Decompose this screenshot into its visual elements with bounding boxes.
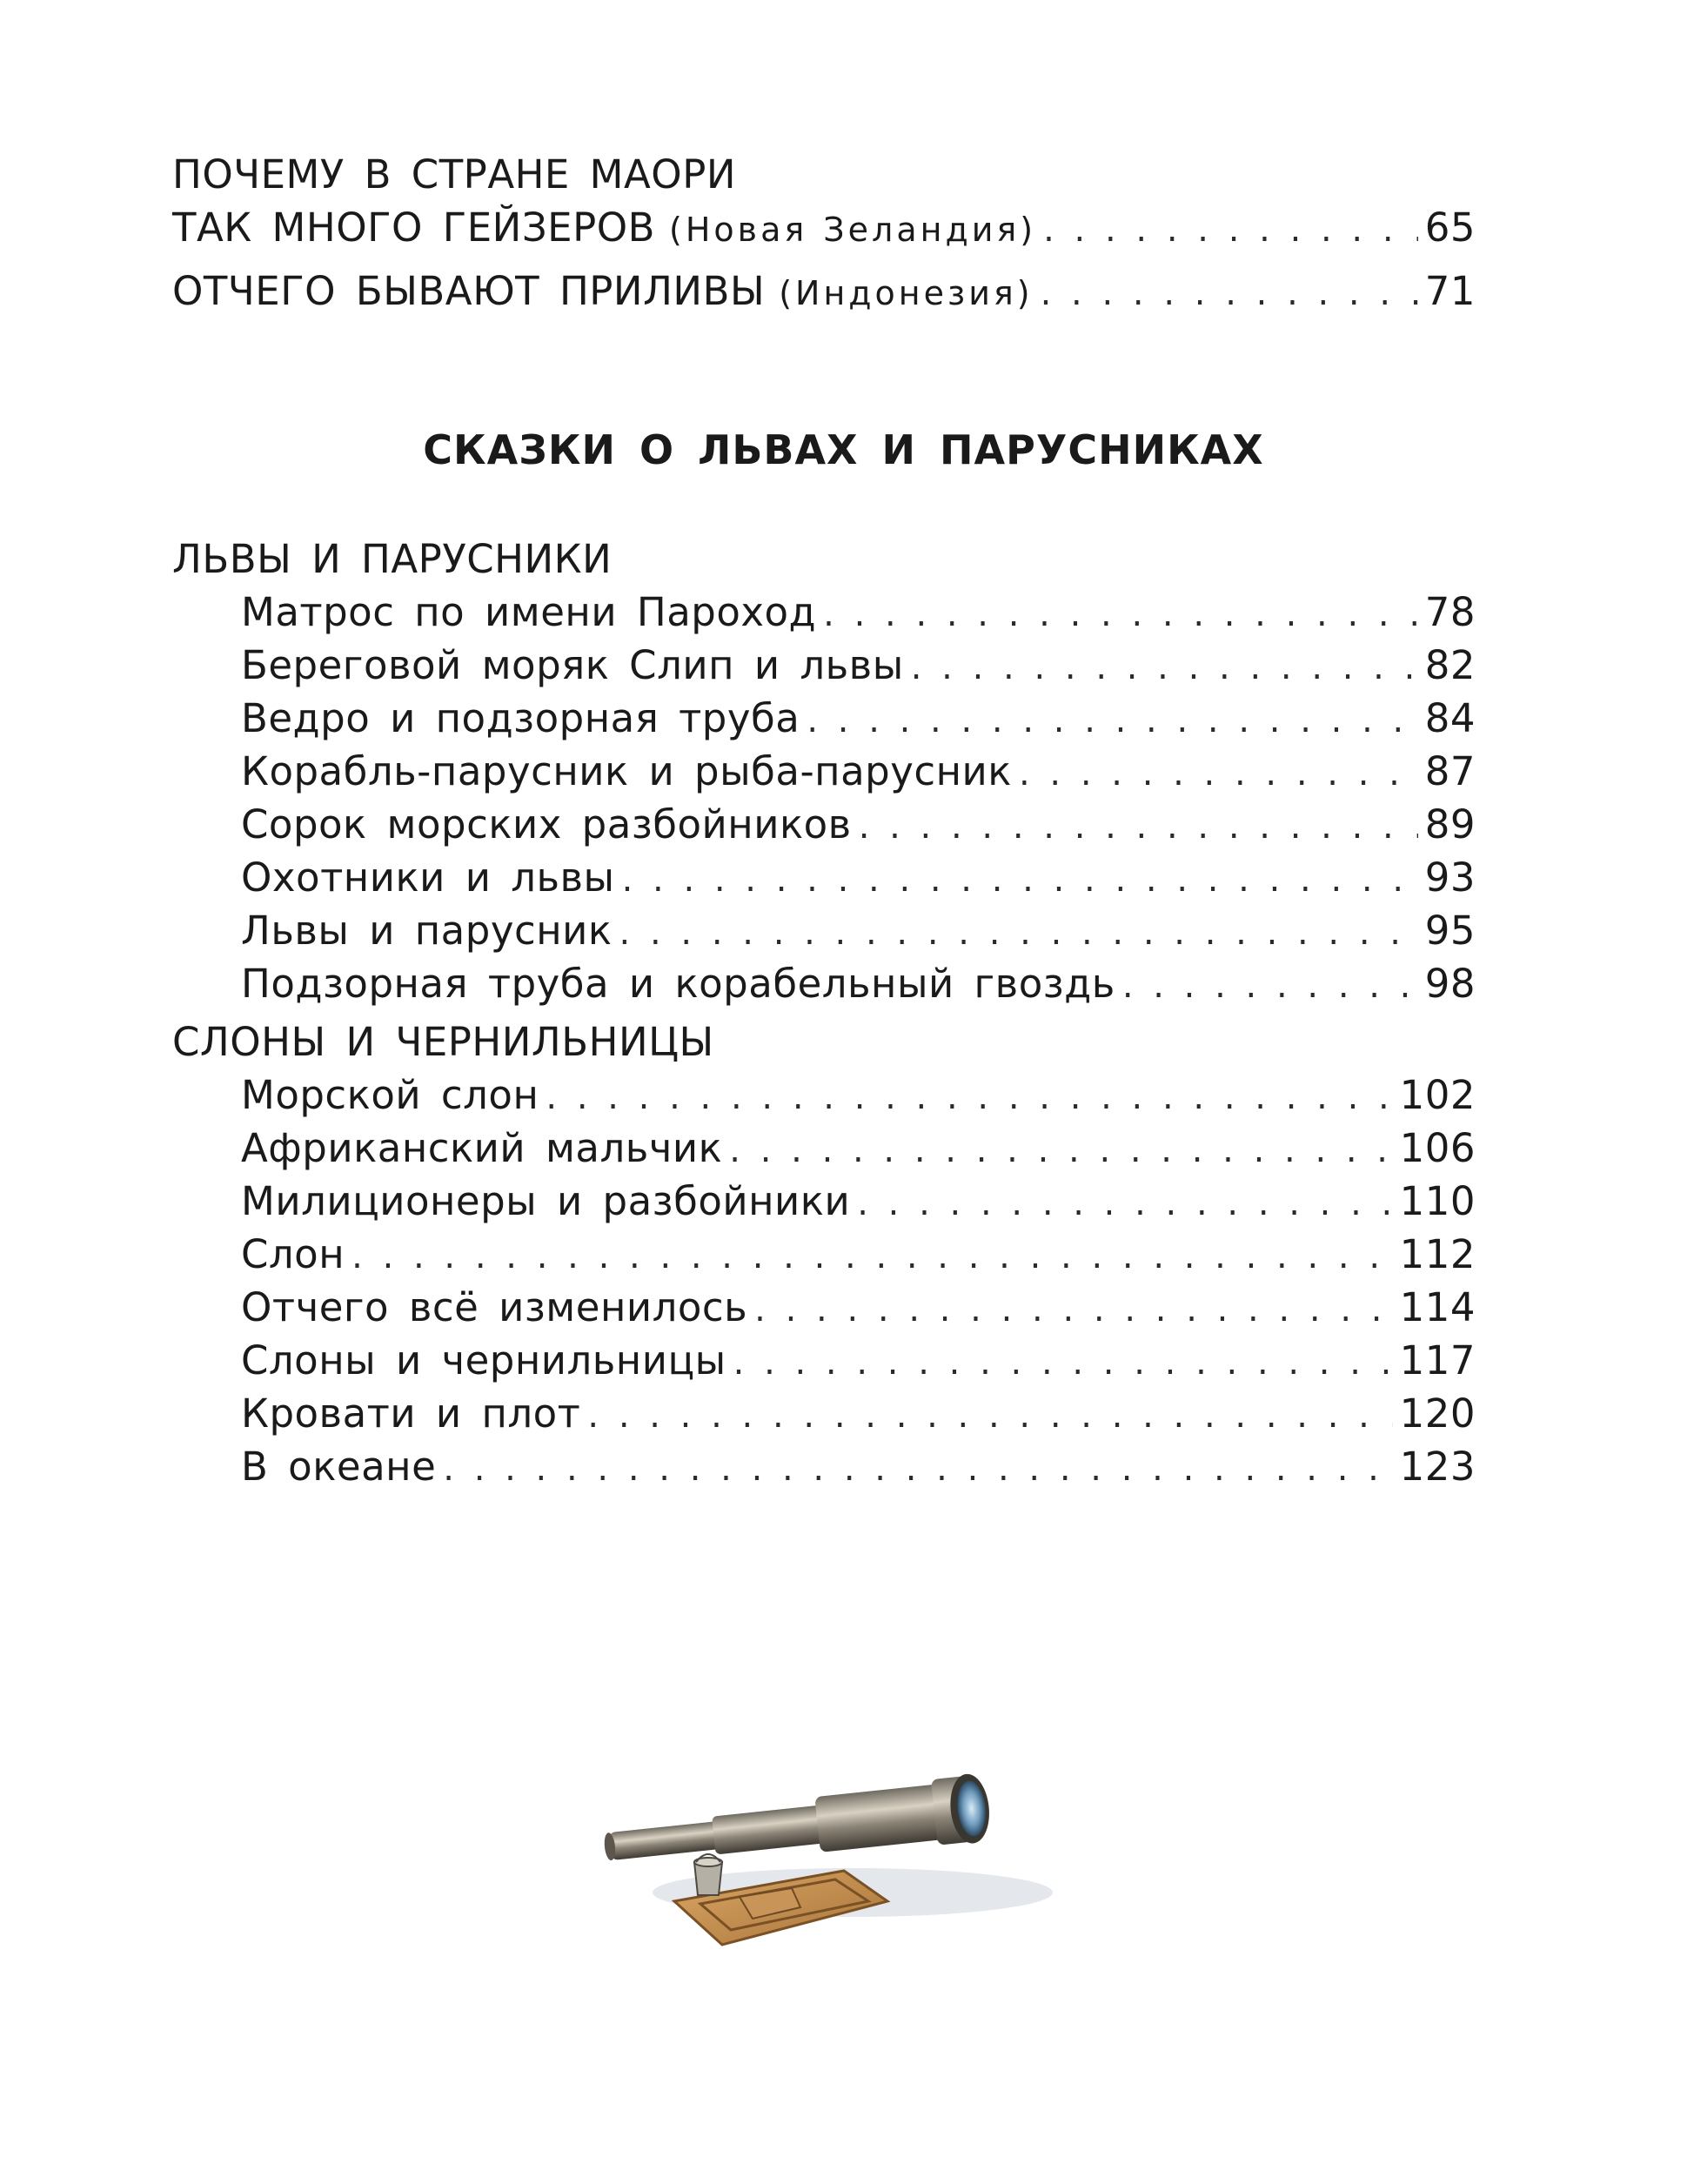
dot-leader: [1043, 204, 1418, 257]
toc-entry[interactable]: [172, 201, 1476, 254]
dot-leader: [351, 1230, 1392, 1283]
toc-entry-page: 95: [1424, 908, 1476, 954]
toc-entry-title: Корабль-парусник и рыба-парусник: [241, 748, 1012, 794]
dot-leader: [1019, 747, 1418, 801]
dot-leader: [729, 1124, 1392, 1177]
toc-entry[interactable]: [172, 957, 1476, 1010]
dot-leader: [622, 854, 1418, 907]
toc-entry-page: 110: [1399, 1178, 1476, 1224]
toc-entry-title: Сорок морских разбойников: [241, 801, 852, 847]
toc-entry-page: 98: [1424, 961, 1476, 1007]
toc-entry[interactable]: [172, 265, 1476, 318]
toc-entry-page: 123: [1399, 1444, 1476, 1490]
toc-top: [172, 148, 1476, 318]
toc-entry-page: 114: [1399, 1284, 1476, 1330]
toc-entry[interactable]: [172, 1228, 1476, 1281]
dot-leader: [619, 907, 1418, 960]
toc-entry[interactable]: [172, 798, 1476, 851]
toc-entry[interactable]: [172, 586, 1476, 639]
toc-entry-title: ОТЧЕГО БЫВАЮТ ПРИЛИВЫ: [172, 268, 766, 314]
toc-entry-title: Кровати и плот: [241, 1390, 581, 1437]
toc-entry-title-line: ПОЧЕМУ В СТРАНЕ МАОРИ: [172, 151, 736, 198]
toc-entry-title: Слоны и чернильницы: [241, 1337, 726, 1383]
toc-entry-page: 65: [1424, 204, 1476, 251]
toc-entry-title: ТАК МНОГО ГЕЙЗЕРОВ: [172, 204, 656, 251]
toc-entry-title: Охотники и львы: [241, 854, 615, 901]
dot-leader: [857, 1177, 1392, 1230]
dot-leader: [911, 641, 1418, 694]
toc-entry[interactable]: [172, 745, 1476, 798]
dot-leader: [859, 801, 1418, 854]
toc-entry-page: 84: [1424, 695, 1476, 741]
toc-entry[interactable]: [172, 904, 1476, 957]
toc-entry-region: (Индонезия): [779, 274, 1034, 312]
toc-entry-region: (Новая Зеландия): [669, 211, 1037, 249]
toc-entry-title: Матрос по имени Пароход: [241, 589, 817, 635]
toc-groups: [172, 533, 1476, 1493]
group-heading: СЛОНЫ И ЧЕРНИЛЬНИЦЫ: [172, 1019, 714, 1065]
toc-entry[interactable]: [172, 1440, 1476, 1493]
toc-entry[interactable]: [172, 851, 1476, 904]
dot-leader: [587, 1390, 1392, 1443]
toc-entry[interactable]: [172, 639, 1476, 692]
toc-entry-page: 102: [1399, 1072, 1476, 1118]
toc-entry-title: Подзорная труба и корабельный гвоздь: [241, 961, 1115, 1007]
toc-entry-page: 93: [1424, 854, 1476, 901]
toc-entry-title: В океане: [241, 1444, 437, 1490]
dot-leader: [1041, 267, 1418, 320]
toc-entry-page: 106: [1399, 1125, 1476, 1171]
toc-entry[interactable]: [172, 1334, 1476, 1387]
toc-entry-title: Львы и парусник: [241, 908, 613, 954]
toc-entry-page: 82: [1424, 642, 1476, 688]
toc-entry[interactable]: [172, 1387, 1476, 1440]
group-heading: ЛЬВЫ И ПАРУСНИКИ: [172, 536, 613, 582]
toc-entry-title: Африканский мальчик: [241, 1125, 723, 1171]
toc-entry-page: 120: [1399, 1390, 1476, 1437]
toc-entry-title: Морской слон: [241, 1072, 539, 1118]
toc-entry-page: 71: [1424, 268, 1476, 314]
dot-leader: [733, 1337, 1393, 1390]
toc-entry-title: Ведро и подзорная труба: [241, 695, 800, 741]
toc-entry[interactable]: [172, 1122, 1476, 1175]
toc-entry-page: 87: [1424, 748, 1476, 794]
spyglass-icon: [592, 1749, 1061, 1958]
toc-entry[interactable]: [172, 1175, 1476, 1228]
dot-leader: [807, 694, 1417, 747]
toc-entry-page: 78: [1424, 589, 1476, 635]
toc-entry-title: Милиционеры и разбойники: [241, 1178, 851, 1224]
toc-entry[interactable]: [172, 692, 1476, 745]
toc-entry-page: 89: [1424, 801, 1476, 847]
toc-entry-title: Слон: [241, 1231, 345, 1277]
dot-leader: [546, 1071, 1392, 1124]
toc-entry-page: 117: [1399, 1337, 1476, 1383]
toc-entry[interactable]: [172, 1069, 1476, 1122]
dot-leader: [823, 588, 1418, 641]
dot-leader: [1122, 960, 1418, 1013]
dot-leader: [443, 1443, 1392, 1496]
toc-entry-title: Береговой моряк Слип и львы: [241, 642, 904, 688]
dot-leader: [754, 1283, 1392, 1337]
section-title: СКАЗКИ О ЛЬВАХ И ПАРУСНИКАХ: [423, 426, 1264, 473]
toc-entry-title: Отчего всё изменилось: [241, 1284, 748, 1330]
toc-entry[interactable]: [172, 1281, 1476, 1334]
toc-entry-page: 112: [1399, 1231, 1476, 1277]
spyglass-bucket-board-illustration: [592, 1749, 1061, 1958]
